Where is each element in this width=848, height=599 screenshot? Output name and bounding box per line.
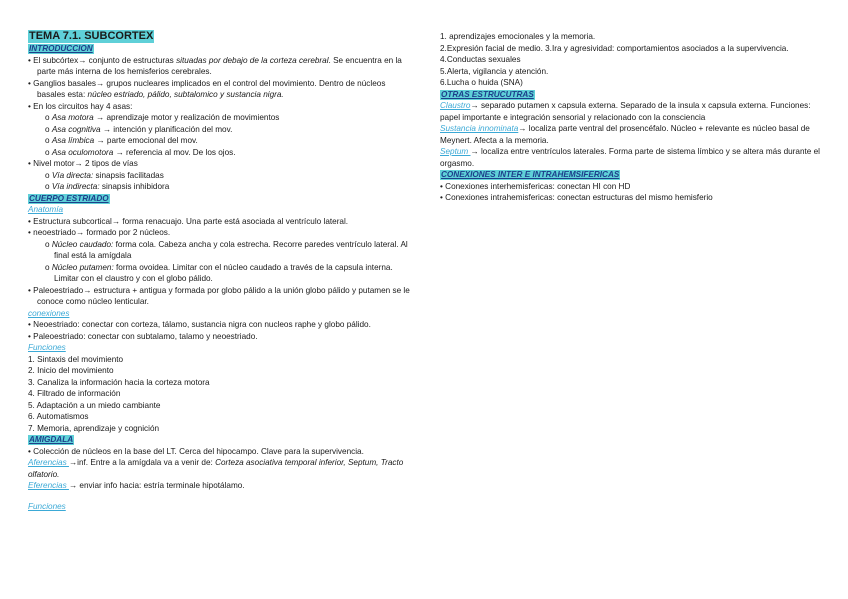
bullet-conexion-inter: • Conexiones interhemisfericas: conectan HI con HD xyxy=(440,181,631,191)
section-heading-amigdala: AMIGDALA xyxy=(29,435,74,444)
subheading-conexiones: conexiones xyxy=(28,308,70,318)
list-item: 6.Lucha o huida (SNA) xyxy=(440,78,523,87)
link-eferencias: Eferencias xyxy=(28,481,69,490)
link-claustro: Claustro xyxy=(440,101,471,110)
list-item: 3. Canaliza la información hacia la corteza motora xyxy=(28,377,210,387)
list-item: 1. Sintaxis del movimiento xyxy=(28,354,124,364)
link-aferencias: Aferencias xyxy=(28,458,69,467)
list-item: 2.Expresión facial de medio. 3.Ira y agresividad: comportamientos asociados a la supervivencia. xyxy=(440,43,789,53)
list-item: 5. Adaptación a un miedo cambiante xyxy=(28,400,161,410)
link-septum: Septum xyxy=(440,147,471,156)
list-item: 6. Automatismos xyxy=(28,412,89,421)
list-item: 2. Inicio del movimiento xyxy=(28,366,114,375)
bullet-circuitos: • En los circuitos hay 4 asas: xyxy=(28,101,133,111)
bullet-conexion-paleo: • Paleoestriado: conectar con subtalamo, talamo y neoestriado. xyxy=(28,331,258,341)
section-heading-otras-estructuras: OTRAS ESTRUCUTRAS xyxy=(441,89,534,99)
bullet-nivel-motor: • Nivel motor→ 2 tipos de vías xyxy=(28,159,138,168)
sub-bullet-asa: o Asa oculomotora → referencia al mov. De los ojos. xyxy=(45,147,236,157)
bullet-conexion-neo: • Neoestriado: conectar con corteza, tálamo, sustancia nigra con nucleos raphe y globo pálido. xyxy=(28,320,371,329)
section-heading-introduccion: INTRODUCCION xyxy=(29,44,93,53)
paragraph-septum: Septum → localiza entre ventrículos laterales. Forma parte de sistema límbico y se altera más durante el orgasmo. xyxy=(440,147,820,168)
page-title: TEMA 7.1. SUBCORTEX xyxy=(29,30,154,42)
subheading-anatomia: Anatomía xyxy=(28,205,64,214)
list-item: 4.Conductas sexuales xyxy=(440,55,521,64)
bullet-neoestriado: • neoestriado→ formado por 2 núcleos. xyxy=(28,228,171,237)
paragraph-aferencias: Aferencias →inf. Entre a la amígdala va a venir de: Corteza asociativa temporal inferior, Septum, Tracto olfatorio. xyxy=(28,458,404,479)
bullet-subcortex: • El subcórtex→ conjunto de estructuras situadas por debajo de la corteza cerebral. Se encuentra en la parte más interna de los hemisferios cerebrales. xyxy=(28,55,402,76)
section-heading-cuerpo-estriado: CUERPO ESTRIADO xyxy=(29,193,109,203)
list-item: 5.Alerta, vigilancia y atención. xyxy=(440,66,549,76)
list-item: 1. aprendizajes emocionales y la memoria. xyxy=(440,32,596,41)
paragraph-claustro: Claustro→ separado putamen x capsula externa. Separado de la insula x capsula externa. Funciones: papel importante e integración sensorial y relacionado con la consciencia xyxy=(440,101,811,122)
sub-bullet-nucleo-putamen: o Núcleo putamen: forma ovoidea. Limitar con el núcleo caudado a través de la capsula interna. Limitar con el claustro y con el globo pálido. xyxy=(45,262,393,283)
sub-bullet-asa: o Asa límbica → parte emocional del mov. xyxy=(45,136,198,145)
bullet-estructura: • Estructura subcortical→ forma renacuajo. Una parte está asociada al ventrículo lateral. xyxy=(28,216,349,226)
bullet-conexion-intra: • Conexiones intrahemisfericas: conectan estructuras del mismo hemisferio xyxy=(440,193,713,202)
subheading-funciones-amigdala: Funciones xyxy=(28,501,66,511)
right-column xyxy=(440,31,822,204)
link-sustancia-innominata: Sustancia innominata xyxy=(440,124,519,133)
list-item: 7. Memoria, aprendizaje y cognición xyxy=(28,423,160,433)
left-column xyxy=(28,30,413,512)
section-heading-conexiones: CONEXIONES INTER E INTRAHEMSIFERICAS xyxy=(441,170,620,179)
list-item: 4. Filtrado de información xyxy=(28,389,121,398)
paragraph-sustancia: Sustancia innominata→ localiza parte ventral del prosencéfalo. Núcleo + relevante es núcleo basal de Meynert. Afecta a la memoria. xyxy=(440,124,810,145)
sub-bullet-via: o Vía indirecta: sinapsis inhibidora xyxy=(45,182,170,191)
bullet-paleoestriado: • Paleoestriado→ estructura + antigua y formada por globo pálido a la unión globo pálido y putamen se le conoce como núcleo lenticular. xyxy=(28,285,410,306)
subheading-funciones: Funciones xyxy=(28,343,66,352)
sub-bullet-via: o Vía directa: sinapsis facilitadas xyxy=(45,170,164,180)
sub-bullet-nucleo-caudado: o Núcleo caudado: forma cola. Cabeza ancha y cola estrecha. Recorre paredes ventrículo lateral. Al final está la amígdala xyxy=(45,239,408,260)
paragraph-eferencias: Eferencias → enviar info hacia: estría terminale hipotálamo. xyxy=(28,481,245,490)
sub-bullet-asa: o Asa motora → aprendizaje motor y realización de movimientos xyxy=(45,113,280,122)
sub-bullet-asa: o Asa cognitiva → intención y planificación del mov. xyxy=(45,124,233,134)
bullet-coleccion: • Colección de núcleos en la base del LT. Cerca del hipocampo. Clave para la supervivencia. xyxy=(28,446,364,456)
bullet-ganglios: • Ganglios basales→ grupos nucleares implicados en el control del movimiento. Dentro de núcleos basales esta: núcleo estriado, pálido, subtalomico y sustancia nigra. xyxy=(28,78,386,99)
